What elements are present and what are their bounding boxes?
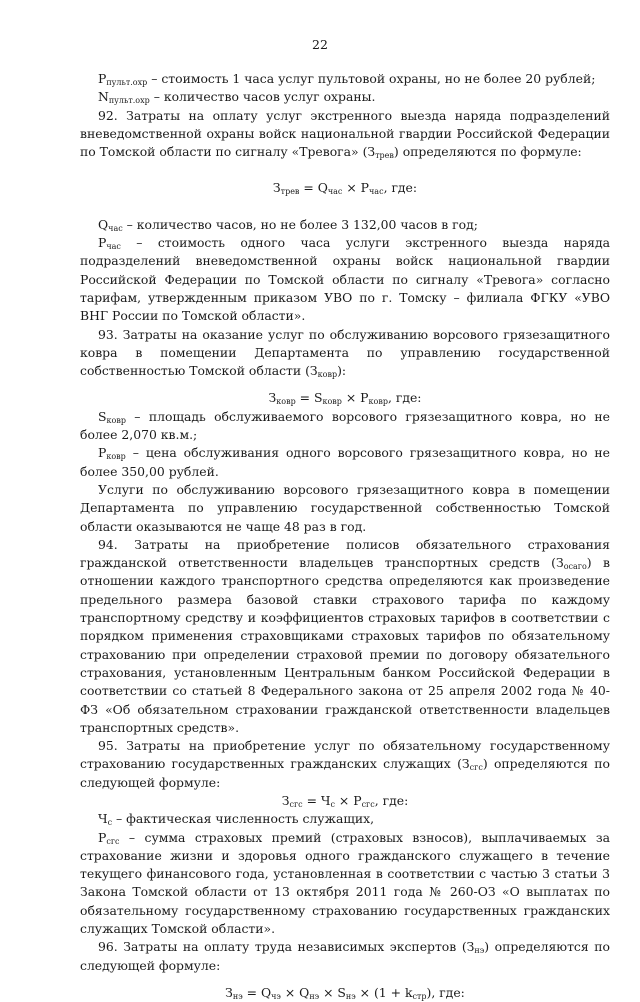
paragraph (80, 481, 610, 536)
text-run: ) определяются по формуле: (393, 144, 582, 160)
text-run: P (98, 445, 107, 461)
text-run: P (98, 235, 107, 251)
spacer (80, 161, 610, 179)
subscript: ковр (368, 397, 388, 407)
subscript: с (107, 818, 113, 828)
subscript: с (330, 799, 335, 809)
document-body (80, 70, 610, 1002)
text-run: = Q (299, 180, 328, 196)
text-run: – стоимость 1 часа услуг пультовой охраны, но не более 20 рублей; (147, 71, 596, 86)
text-run: – сумма страховых премий (страховых взносов), выплачиваемых за страхование жизни и здоровья одного гражданского служащего в течение текущего финансового года, установленная в соответствии с частью 3 статьи 3 Закона Томской области от 13 октября 2011 года № 260-ОЗ «О выплатах по обязательному государственному страхованию государственных гражданских служащих Томской области». (80, 829, 610, 937)
text-run: – количество часов, но не более 3 132,00 часов в год; (122, 216, 478, 232)
paragraph (80, 810, 610, 828)
text-run: 93. Затраты на оказание услуг по обслуживанию ворсового грязезащитного ковра в помещении Департамента по управлению государственной собственностью Томской области (З (80, 326, 610, 379)
subscript: пульт.охр (108, 96, 150, 106)
paragraph (80, 70, 610, 88)
text-run: З (272, 180, 281, 196)
text-run: – площадь обслуживаемого ворсового грязезащитного ковра, но не более 2,070 кв.м.; (80, 408, 610, 443)
paragraph (80, 107, 610, 162)
text-run: З (281, 792, 290, 808)
subscript: чэ (271, 991, 281, 1001)
subscript: ковр (317, 370, 338, 380)
spacer (80, 975, 610, 984)
paragraph (80, 326, 610, 381)
subscript: нэ (345, 991, 356, 1001)
text-run: ) определяются по следующей формуле: (80, 939, 610, 973)
paragraph (80, 444, 610, 481)
subscript: трев (280, 187, 300, 197)
subscript: час (108, 223, 123, 233)
text-run: P (98, 829, 107, 845)
text-run: P (98, 71, 107, 86)
subscript: нэ (232, 991, 243, 1001)
text-run: З (225, 984, 233, 1000)
subscript: ковр (106, 452, 126, 462)
text-run: × Q (280, 984, 310, 1000)
paragraph (80, 234, 610, 325)
subscript: сгс (289, 799, 303, 809)
subscript: трев (375, 151, 394, 161)
text-run: Ч (98, 811, 108, 827)
text-run: × S (319, 984, 346, 1000)
text-run: ): (337, 363, 347, 379)
text-run: 94. Затраты на приобретение полисов обязательного страхования гражданской ответственности владельцев транспортных средств (З (80, 536, 610, 571)
subscript: сгс (106, 836, 120, 846)
subscript: нэ (474, 946, 485, 956)
text-run: – цена обслуживания одного ворсового грязезащитного ковра, но не более 350,00 рублей. (80, 445, 610, 479)
subscript: сгс (361, 799, 375, 809)
spacer (80, 198, 610, 216)
page-number: 22 (312, 37, 328, 52)
spacer (80, 380, 610, 389)
text-run: Q (98, 216, 109, 232)
text-run: × P (334, 792, 362, 808)
text-run: N (98, 89, 109, 105)
text-run: × P (342, 180, 370, 196)
text-run: = Q (242, 984, 272, 1000)
subscript: час (369, 187, 384, 197)
text-run: 92. Затраты на оплату услуг экстренного выезда наряда подразделений вневедомственной охраны войск национальной гвардии Российской Федерации по Томской области по сигналу «Тревога» (З (80, 107, 610, 160)
text-run: – фактическая численность служащих, (112, 811, 375, 827)
formula (80, 179, 610, 197)
subscript: осаго (563, 562, 587, 572)
text-run: , где: (387, 390, 422, 406)
text-run: З (268, 390, 277, 406)
text-run: × (1 + k (355, 984, 413, 1000)
formula (80, 792, 610, 810)
formula (80, 984, 610, 1002)
paragraph (80, 408, 610, 445)
formula (80, 389, 610, 407)
subscript: час (327, 187, 343, 197)
text-run: = S (295, 390, 323, 406)
text-run: ) определяются по следующей формуле: (80, 756, 610, 790)
text-run: ), где: (426, 984, 465, 1000)
subscript: сгс (469, 763, 483, 773)
text-run: – количество часов услуг охраны. (149, 89, 376, 105)
text-run: , где: (383, 180, 418, 196)
text-run: 96. Затраты на оплату труда независимых экспертов (З (98, 939, 475, 955)
text-run: ) в отношении каждого транспортного средства определяются как произведение предельного размера базовой ставки страхового тарифа по каждому транспортному средству и коэффициентов страховых тарифов в соответствии с порядком применения страховщиками страховых тарифов по обязательному страхованию при определении страховой премии по договору обязательного страхования, установленным Центральным банком Российской Федерации в соответствии со статьей 8 Федерального закона от 25 апреля 2002 года № 40-ФЗ «Об обязательном страховании гражданской ответственности владельцев транспортных средств». (80, 555, 611, 735)
paragraph (80, 938, 610, 975)
paragraph (80, 829, 610, 939)
text-run: S (98, 408, 107, 424)
text-run: Услуги по обслуживанию ворсового грязезащитного ковра в помещении Департамента по управлению государственной собственностью Томской области оказываются не чаще 48 раз в год. (80, 481, 610, 534)
subscript: пульт.охр (106, 78, 148, 87)
paragraph (80, 536, 610, 737)
subscript: час (106, 242, 121, 252)
text-run: 95. Затраты на приобретение услуг по обязательному государственному страхованию государственных гражданских служащих (З (80, 738, 610, 772)
subscript: нэ (309, 991, 320, 1001)
paragraph (80, 88, 610, 106)
text-run: = Ч (302, 792, 331, 808)
text-run: × P (341, 390, 369, 406)
subscript: стр (412, 991, 427, 1001)
paragraph (80, 737, 610, 792)
text-run: , где: (374, 792, 409, 808)
subscript: ковр (106, 415, 126, 425)
text-run: – стоимость одного часа услуги экстренного выезда наряда подразделений вневедомственной охраны войск национальной гвардии Российской Федерации по Томской области по сигналу «Тревога» согласно тарифам, утвержденным приказом УВО по г. Томску – филиала ФГКУ «УВО ВНГ России по Томской области». (80, 235, 610, 324)
paragraph (80, 216, 610, 234)
subscript: ковр (322, 397, 342, 407)
subscript: ковр (276, 397, 296, 407)
